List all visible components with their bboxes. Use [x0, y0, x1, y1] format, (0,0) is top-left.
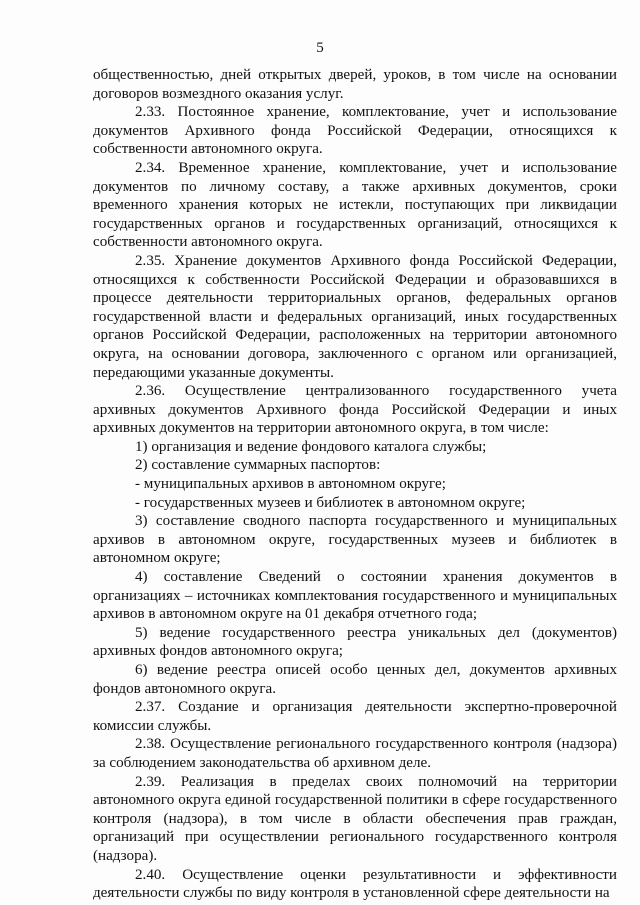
list-item-2-36-3: 3) составление сводного паспорта государственного и муниципальных архивов в автономном округе, государственных музеев и библиотек в автономном округе;: [93, 513, 617, 567]
list-item-2-36-4: 4) составление Сведений о состоянии хранения документов в организациях – источниках комплектования государственного и муниципальных архивов в автономном округе на 01 декабря отчетного года;: [93, 569, 617, 623]
paragraph-2-40: 2.40. Осуществление оценки результативности и эффективности деятельности службы по виду контроля в установленной сфере деятельности на: [93, 866, 617, 902]
paragraph-2-37: 2.37. Создание и организация деятельности экспертно-проверочной комиссии службы.: [93, 699, 617, 734]
paragraph-2-36: 2.36. Осуществление централизованного государственного учета архивных документов Архивного фонда Российской Федерации и иных архивных документов на территории автономного округа, в том числе:: [93, 383, 617, 437]
list-item-2-36-2: 2) составление суммарных паспортов:: [135, 457, 381, 474]
list-item-2-36-2a: - муниципальных архивов в автономном округе;: [135, 476, 446, 493]
paragraph-continuation: общественностью, дней открытых дверей, уроков, в том числе на основании договоров возмездного оказания услуг.: [93, 67, 617, 102]
page-number: 5: [316, 40, 324, 56]
document-body: [93, 66, 617, 903]
list-item-2-36-2b: - государственных музеев и библиотек в автономном округе;: [135, 494, 526, 511]
paragraph-2-33: 2.33. Постоянное хранение, комплектование, учет и использование документов Архивного фонда Российской Федерации, относящихся к собственности автономного округа.: [93, 104, 617, 158]
paragraph-2-35: 2.35. Хранение документов Архивного фонда Российской Федерации, относящихся к собственности Российской Федерации и образовавшихся в процессе деятельности территориальных органов, федеральных органов государственной власти и федеральных организаций, иных государственных органов Российской Федерации, расположенных на территории автономного округа, на основании договора, заключенного с органом или организацией, передающими указанные документы.: [93, 252, 617, 381]
paragraph-2-38: 2.38. Осуществление регионального государственного контроля (надзора) за соблюдением законодательства об архивном деле.: [93, 736, 617, 771]
list-item-2-36-6: 6) ведение реестра описей особо ценных дел, документов архивных фондов автономного округа.: [93, 662, 617, 697]
list-item-2-36-5: 5) ведение государственного реестра уникальных дел (документов) архивных фондов автономного округа;: [93, 624, 617, 660]
paragraph-2-34: 2.34. Временное хранение, комплектование, учет и использование документов по личному составу, а также архивных документов, сроки временного хранения которых не истекли, поступающих при ликвидации государственных органов и государственных организаций, относящихся к собственности автономного округа.: [93, 159, 617, 251]
paragraph-2-39: 2.39. Реализация в пределах своих полномочий на территории автономного округа единой государственной политики в сфере государственного контроля (надзора), в том числе в области обеспечения прав граждан, организаций при осуществлении регионального государственного контроля (надзора).: [93, 773, 617, 864]
list-item-2-36-1: 1) организация и ведение фондового каталога службы;: [135, 438, 487, 455]
